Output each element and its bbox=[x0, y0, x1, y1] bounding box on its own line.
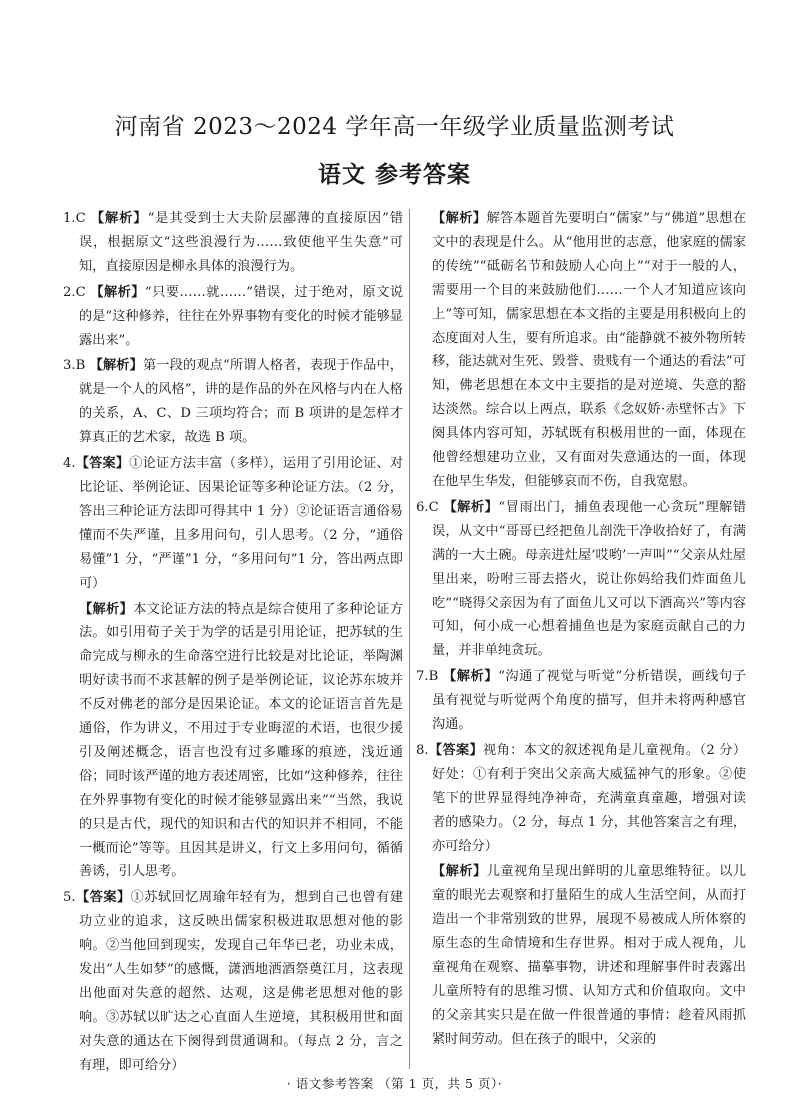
item-text: ①苏轼回忆周瑜年轻有为，想到自己也曾有建功立业的追求，这反映出儒家积极进取思想对他的影响。②当他回到现实，发现自己年华已老，功业未成，发出“人生如梦”的感慨，潇洒地洒酒祭奠江月，这表现出他面对失意的超然、达观，这是佛老思想对他的影响。③苏轼以旷达之心直面人生逆境，其积极用世和面对失意的通达在下阕得到贯通调和。（每点 2 分，言之有理，即可给分） bbox=[79, 890, 404, 1073]
item-text: 解答本题首先要明白“儒家”与“佛道”思想在文中的表现是什么。从“他用世的志意，他家庭的儒家的传统”“砥砺名节和鼓励人心向上”“对于一般的人，需要用一个目的来鼓励他们……一个人才知道应该向上”等可知，儒家思想在本文指的主要是用积极向上的态度面对人生，要有所追求。由“能静就不被外物所转移，能达就对生死、毁誉、贵贱有一个通达的看法”可知，佛老思想在本文中主要指的是对逆境、失意的豁达淡然。综合以上两点，联系《念奴娇·赤壁怀古》下阕具体内容可知，苏轼既有积极用世的一面，体现在他曾经想建功立业，又有面对失意通达的一面，体现在他早生华发，但能够哀而不伤，自我宽慰。 bbox=[432, 211, 747, 489]
item-tag: 【解析】 bbox=[90, 284, 145, 300]
page-footer: · 语文参考答案 （第 1 页，共 5 页）· bbox=[286, 1076, 503, 1091]
item-text: “是其受到士大夫阶层鄙薄的直接原因”错误，根据原文“这些浪漫行为……致使他平生失意”可知，直接原因是柳永具体的浪漫行为。 bbox=[79, 211, 404, 274]
item-tag: 【解析】 bbox=[443, 669, 499, 685]
answer-item bbox=[63, 207, 403, 279]
item-number: 8. bbox=[416, 742, 429, 758]
item-text: 视角：本文的叙述视角是儿童视角。（2 分）好处：①有利于突出父亲高大威猛神气的形象。②使笔下的世界显得纯净神奇，充满童真童趣，增强对读者的感染力。（2 分，每点 1 分，其他答案言之有理，亦可给分） bbox=[432, 742, 747, 854]
column-divider bbox=[409, 209, 410, 1069]
answer-item bbox=[63, 886, 403, 1077]
item-tag: 【解析】 bbox=[432, 211, 487, 226]
item-tag: 【解析】 bbox=[432, 864, 487, 880]
document-subtitle: 语文 参考答案 bbox=[317, 161, 471, 188]
item-text: 第一段的观点“所谓人格者，表现于作品中，就是一个人的风格”，讲的是作品的外在风格与内在人格的关系，A、C、D 三项均符合；而 B 项讲的是怎样才算真正的艺术家，故选 B 项。 bbox=[79, 358, 403, 446]
answer-item bbox=[63, 452, 403, 595]
item-text: “冒雨出门，捕鱼表现他一心贪玩”理解错误，从文中“哥哥已经把鱼儿剖洗干净收拾好了，有满满的一大土碗。母亲进灶屋‘哎哟’一声叫”“父亲从灶屋里出来，吩咐三哥去搭火，说让你妈给我们炸面鱼儿吃”“晓得父亲因为有了面鱼儿又可以下酒高兴”等内容可知，何小成一心想着捕鱼也是为家庭贡献自己的力量，并非单纯贪玩。 bbox=[432, 499, 747, 659]
item-number: 6.C bbox=[416, 499, 439, 515]
answer-item bbox=[63, 354, 403, 450]
answer-item bbox=[416, 739, 746, 859]
analysis-paragraph bbox=[416, 207, 746, 494]
analysis-paragraph bbox=[416, 860, 746, 1051]
item-number: 4. bbox=[63, 456, 76, 472]
item-tag: 【解析】 bbox=[443, 499, 499, 515]
left-column bbox=[63, 207, 403, 1078]
item-tag: 【解析】 bbox=[79, 601, 134, 617]
answer-item bbox=[63, 281, 403, 353]
answer-item bbox=[416, 496, 746, 663]
item-text: “沟通了视觉与听觉”分析错误，画线句子虽有视觉与听觉两个角度的描写，但并未将两种感官沟通。 bbox=[432, 669, 746, 733]
item-text: 本文论证方法的特点是综合使用了多种论证方法。如引用荀子关于为学的话是引用论证，把苏轼的生命完成与柳永的生命落空进行比较是对比论证，举陶渊明好读书而不求甚解的例子是举例论证，议论苏东坡并不反对佛老的部分是因果论证。本文的论证语言首先是通俗，作为讲义，不用过于专业晦涩的术语，也很少援引及阐述概念，语言也没有过多雕琢的痕迹，浅近通俗；同时该严谨的地方表述周密，比如“这种修养，往往在外界事物有变化的时候才能够显露出来”“当然，我说的只是古代，现代的知识和古代的知识并不相同，不能一概而论”等等。且因其是讲义，行文上多用问句，循循善诱，引人思考。 bbox=[79, 601, 404, 880]
item-text: “只要……就……”错误，过于绝对，原文说的是“这种修养，往往在外界事物有变化的时候才能够显露出来”。 bbox=[79, 284, 404, 348]
item-tag: 【解析】 bbox=[90, 211, 148, 226]
document-title: 河南省 2023～2024 学年高一年级学业质量监测考试 bbox=[114, 114, 675, 140]
answer-item bbox=[416, 665, 746, 737]
item-number: 3.B bbox=[63, 358, 86, 374]
item-tag: 【解析】 bbox=[89, 358, 143, 374]
item-tag: 【答案】 bbox=[75, 456, 130, 472]
item-tag: 【答案】 bbox=[75, 890, 131, 906]
item-tag: 【答案】 bbox=[428, 742, 484, 758]
item-text: 儿童视角呈现出鲜明的儿童思维特征。以儿童的眼光去观察和打量陌生的成人生活空间，从而打造出一个非常别致的世界，展现不易被成人所体察的原生态的生命情境和生存世界。相对于成人视角，儿童视角在观察、描摹事物，讲述和理解事件时表露出儿童所特有的思维习惯、认知方式和价值取向。文中的父亲其实只是在做一件很普通的事情：趁着风雨抓紧时间劳动。但在孩子的眼中，父亲的 bbox=[432, 864, 747, 1047]
right-column bbox=[416, 207, 746, 1052]
item-number: 1.C bbox=[63, 211, 86, 226]
item-text: ①论证方法丰富（多样），运用了引用论证、对比论证、举例论证、因果论证等多种论证方法。（2 分，答出三种论证方法即可得其中 1 分）②论证语言通俗易懂而不失严谨，且多用问句，引人思考。（2 分，“通俗易懂”1 分，“严谨”1 分，“多用问句”1 分，答出两点即可） bbox=[79, 456, 404, 591]
item-number: 5. bbox=[63, 890, 76, 906]
analysis-paragraph bbox=[63, 598, 403, 885]
item-number: 7.B bbox=[416, 669, 439, 685]
item-number: 2.C bbox=[63, 284, 86, 300]
